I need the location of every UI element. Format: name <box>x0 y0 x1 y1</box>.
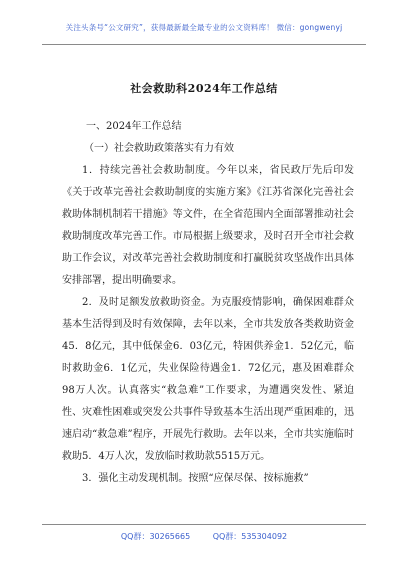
subsection-heading: （一）社会救助政策落实有力有效 <box>84 143 234 154</box>
footer-qq-group-1: QQ群：30265665 <box>120 532 191 541</box>
paragraph-1: 1．持续完善社会救助制度。今年以来，省民政厅先后印发《关于改革完善社会救助制度的实施方案》《江苏省深化完善社会救助体制机制若干措施》等文件，在全省范围内全面部署推动社会救助制度改革完善工作。市局根据上级要求，及时召开全市社会救助工作会议，对改革完善社会救助制度和打赢脱贫攻坚战作出具体安排部署，提出明确要求。 <box>62 165 354 286</box>
paragraph-2: 2．及时足额发放救助资金。为克服疫情影响，确保困难群众基本生活得到及时有效保障，去年以来，全市共发放各类救助资金45．8亿元，其中低保金6．03亿元，特困供养金1．52亿元，临时救助金6．1亿元，失业保险待遇金1．72亿元，惠及困难群众98万人次。认真落实“救急难”工作要求，为遭遇突发性、紧迫性、灾难性困难或突发公共事件导致基本生活出现严重困难的，迅速启动“救急难”程序，开展先行救助。去年以来，全市共实施临时救助5．4万人次，发放临时救助款5515万元。 <box>62 297 354 462</box>
section-heading: 一、2024年工作总结 <box>86 121 182 132</box>
footer-divider <box>42 524 366 525</box>
document-title: 社会救助科2024年工作总结 <box>130 82 278 95</box>
header-divider <box>42 44 366 45</box>
footer-qq-group-2: QQ群：535304092 <box>212 532 288 541</box>
header-banner: 关注头条号“公文研究”，获得最新最全最专业的公文资料库！ 微信：gongwenyj <box>65 23 343 32</box>
paragraph-3: 3．强化主动发现机制。按照“应保尽保、按标施救” <box>82 473 309 484</box>
footer <box>0 531 408 542</box>
document-body <box>62 116 354 490</box>
